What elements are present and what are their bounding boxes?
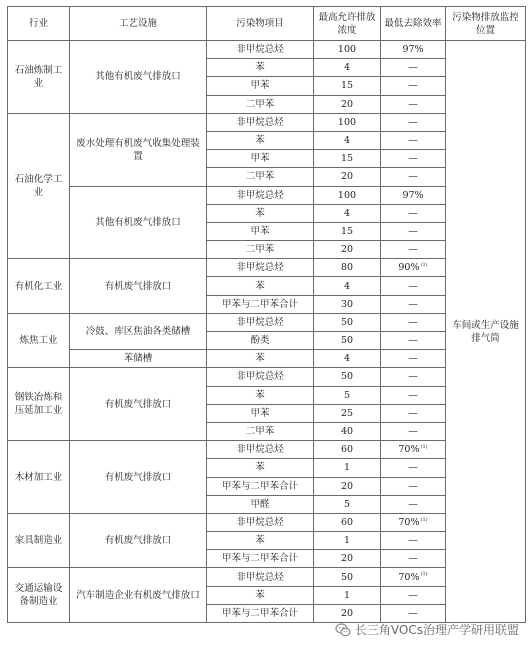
efficiency-cell [381, 368, 446, 386]
limit-cell: 1 [314, 586, 381, 604]
efficiency-value: — [408, 116, 418, 128]
limit-cell: 100 [314, 186, 381, 204]
efficiency-value: — [408, 225, 418, 237]
pollutant-cell: 苯 [207, 59, 314, 77]
facility-cell: 有机废气排放口 [70, 513, 207, 568]
limit-cell: 1 [314, 459, 381, 477]
pollutant-cell: 苯 [207, 350, 314, 368]
efficiency-value: — [408, 244, 418, 256]
efficiency-cell [381, 459, 446, 477]
facility-cell: 冷鼓、库区焦油各类储槽 [70, 313, 207, 349]
pollutant-cell: 非甲烷总烃 [207, 186, 314, 204]
efficiency-cell [381, 168, 446, 186]
pollutant-cell: 非甲烷总烃 [207, 513, 314, 531]
industry-cell: 石油化学工业 [8, 113, 70, 259]
limit-cell: 50 [314, 332, 381, 350]
efficiency-cell [381, 513, 446, 531]
pollutant-cell: 二甲苯 [207, 95, 314, 113]
pollutant-cell: 非甲烷总烃 [207, 313, 314, 331]
table-body [8, 41, 526, 623]
pollutant-cell: 非甲烷总烃 [207, 113, 314, 131]
efficiency-cell [381, 41, 446, 59]
pollutant-cell: 二甲苯 [207, 168, 314, 186]
industry-cell: 木材加工业 [8, 441, 70, 514]
limit-cell: 20 [314, 477, 381, 495]
limit-cell: 4 [314, 277, 381, 295]
efficiency-value: 70% [398, 571, 420, 583]
header-facility: 工艺设施 [70, 7, 207, 41]
pollutant-cell: 苯 [207, 386, 314, 404]
limit-cell: 20 [314, 168, 381, 186]
efficiency-value: — [408, 171, 418, 183]
header-max-concentration: 最高允许排放浓度 [314, 7, 381, 41]
header-pollutant: 污染物项目 [207, 7, 314, 41]
efficiency-cell [381, 495, 446, 513]
efficiency-value: 70% [398, 444, 420, 456]
efficiency-cell [381, 77, 446, 95]
efficiency-cell [381, 113, 446, 131]
footnote-marker: (1) [420, 262, 428, 269]
limit-cell: 15 [314, 77, 381, 95]
efficiency-value: — [408, 553, 418, 565]
pollutant-cell: 甲苯与二甲苯合计 [207, 295, 314, 313]
header-min-removal-efficiency: 最低去除效率 [381, 7, 446, 41]
facility-cell: 有机废气排放口 [70, 259, 207, 314]
limit-cell: 5 [314, 495, 381, 513]
limit-cell: 60 [314, 513, 381, 531]
pollutant-cell: 二甲苯 [207, 422, 314, 440]
pollutant-cell: 非甲烷总烃 [207, 368, 314, 386]
efficiency-cell [381, 241, 446, 259]
pollutant-cell: 苯 [207, 459, 314, 477]
pollutant-cell: 苯 [207, 277, 314, 295]
efficiency-cell [381, 550, 446, 568]
efficiency-value: — [408, 426, 418, 438]
efficiency-cell [381, 59, 446, 77]
industry-cell: 有机化工业 [8, 259, 70, 314]
efficiency-cell [381, 150, 446, 168]
efficiency-cell [381, 313, 446, 331]
footnote-marker: (1) [420, 444, 428, 451]
industry-cell: 交通运输设备制造业 [8, 568, 70, 623]
pollutant-cell: 甲苯与二甲苯合计 [207, 604, 314, 622]
limit-cell: 50 [314, 368, 381, 386]
efficiency-cell [381, 131, 446, 149]
limit-cell: 4 [314, 59, 381, 77]
limit-cell: 30 [314, 295, 381, 313]
efficiency-value: — [408, 335, 418, 347]
pollutant-cell: 甲苯 [207, 150, 314, 168]
pollutant-cell: 酚类 [207, 332, 314, 350]
efficiency-cell [381, 222, 446, 240]
industry-cell: 石油炼制工业 [8, 41, 70, 114]
pollutant-cell: 甲苯与二甲苯合计 [207, 550, 314, 568]
limit-cell: 100 [314, 113, 381, 131]
efficiency-cell [381, 386, 446, 404]
efficiency-value: — [408, 371, 418, 383]
efficiency-cell [381, 532, 446, 550]
watermark [335, 621, 519, 638]
limit-cell: 1 [314, 532, 381, 550]
efficiency-value: — [408, 407, 418, 419]
efficiency-value: — [408, 316, 418, 328]
efficiency-value: — [408, 135, 418, 147]
limit-cell: 50 [314, 568, 381, 586]
efficiency-cell [381, 586, 446, 604]
limit-cell: 100 [314, 41, 381, 59]
limit-cell: 4 [314, 131, 381, 149]
efficiency-cell [381, 568, 446, 586]
efficiency-value: — [408, 207, 418, 219]
efficiency-value: — [408, 607, 418, 619]
efficiency-cell [381, 259, 446, 277]
efficiency-value: 70% [398, 516, 420, 528]
pollutant-cell: 非甲烷总烃 [207, 259, 314, 277]
table-header-row [8, 7, 526, 41]
efficiency-value: — [408, 298, 418, 310]
industry-cell: 炼焦工业 [8, 313, 70, 368]
footnote-marker: (1) [420, 571, 428, 578]
facility-cell: 有机废气排放口 [70, 441, 207, 514]
watermark-text: 长三角VOCs治理产学研用联盟 [354, 623, 519, 637]
efficiency-value: — [408, 153, 418, 165]
efficiency-value: — [408, 98, 418, 110]
monitor-location-cell: 车间或生产设施排气筒 [446, 41, 526, 623]
efficiency-cell [381, 186, 446, 204]
efficiency-value: — [408, 62, 418, 74]
efficiency-cell [381, 277, 446, 295]
efficiency-value: — [408, 589, 418, 601]
efficiency-value: — [408, 389, 418, 401]
efficiency-value: — [408, 498, 418, 510]
limit-cell: 4 [314, 204, 381, 222]
pollutant-cell: 苯 [207, 204, 314, 222]
pollutant-cell: 苯 [207, 131, 314, 149]
table-row [8, 41, 526, 59]
limit-cell: 20 [314, 95, 381, 113]
pollutant-cell: 甲苯 [207, 77, 314, 95]
efficiency-cell [381, 95, 446, 113]
pollutant-cell: 甲苯与二甲苯合计 [207, 477, 314, 495]
limit-cell: 80 [314, 259, 381, 277]
pollutant-cell: 甲醛 [207, 495, 314, 513]
limit-cell: 25 [314, 404, 381, 422]
efficiency-cell [381, 295, 446, 313]
limit-cell: 20 [314, 241, 381, 259]
industry-cell: 钢铁冶炼和压延加工业 [8, 368, 70, 441]
pollutant-cell: 苯 [207, 532, 314, 550]
facility-cell: 有机废气排放口 [70, 368, 207, 441]
limit-cell: 5 [314, 386, 381, 404]
efficiency-cell [381, 422, 446, 440]
facility-cell: 其他有机废气排放口 [70, 41, 207, 114]
pollutant-cell: 苯 [207, 586, 314, 604]
efficiency-value: — [408, 80, 418, 92]
emission-standards-table [7, 6, 526, 623]
efficiency-cell [381, 404, 446, 422]
efficiency-value: — [408, 353, 418, 365]
efficiency-value: — [408, 480, 418, 492]
limit-cell: 15 [314, 222, 381, 240]
facility-cell: 废水处理有机废气收集处理装置 [70, 113, 207, 186]
efficiency-cell [381, 477, 446, 495]
efficiency-cell [381, 204, 446, 222]
efficiency-value: 97% [402, 189, 424, 201]
limit-cell: 60 [314, 441, 381, 459]
footnote-marker: (1) [420, 516, 428, 523]
pollutant-cell: 非甲烷总烃 [207, 568, 314, 586]
limit-cell: 20 [314, 604, 381, 622]
efficiency-value: — [408, 535, 418, 547]
efficiency-value: 97% [402, 44, 424, 56]
efficiency-value: 90% [398, 262, 420, 274]
pollutant-cell: 甲苯 [207, 222, 314, 240]
efficiency-cell [381, 441, 446, 459]
pollutant-cell: 非甲烷总烃 [207, 41, 314, 59]
wechat-icon [335, 622, 351, 638]
header-industry: 行业 [8, 7, 70, 41]
efficiency-cell [381, 604, 446, 622]
facility-cell: 苯储槽 [70, 350, 207, 368]
efficiency-value: — [408, 280, 418, 292]
limit-cell: 40 [314, 422, 381, 440]
limit-cell: 4 [314, 350, 381, 368]
facility-cell: 汽车制造企业有机废气排放口 [70, 568, 207, 623]
pollutant-cell: 二甲苯 [207, 241, 314, 259]
efficiency-value: — [408, 462, 418, 474]
industry-cell: 家具制造业 [8, 513, 70, 568]
limit-cell: 20 [314, 550, 381, 568]
pollutant-cell: 甲苯 [207, 404, 314, 422]
limit-cell: 15 [314, 150, 381, 168]
limit-cell: 50 [314, 313, 381, 331]
efficiency-cell [381, 350, 446, 368]
efficiency-cell [381, 332, 446, 350]
header-monitor-location: 污染物排放监控位置 [446, 7, 526, 41]
facility-cell: 其他有机废气排放口 [70, 186, 207, 259]
pollutant-cell: 非甲烷总烃 [207, 441, 314, 459]
